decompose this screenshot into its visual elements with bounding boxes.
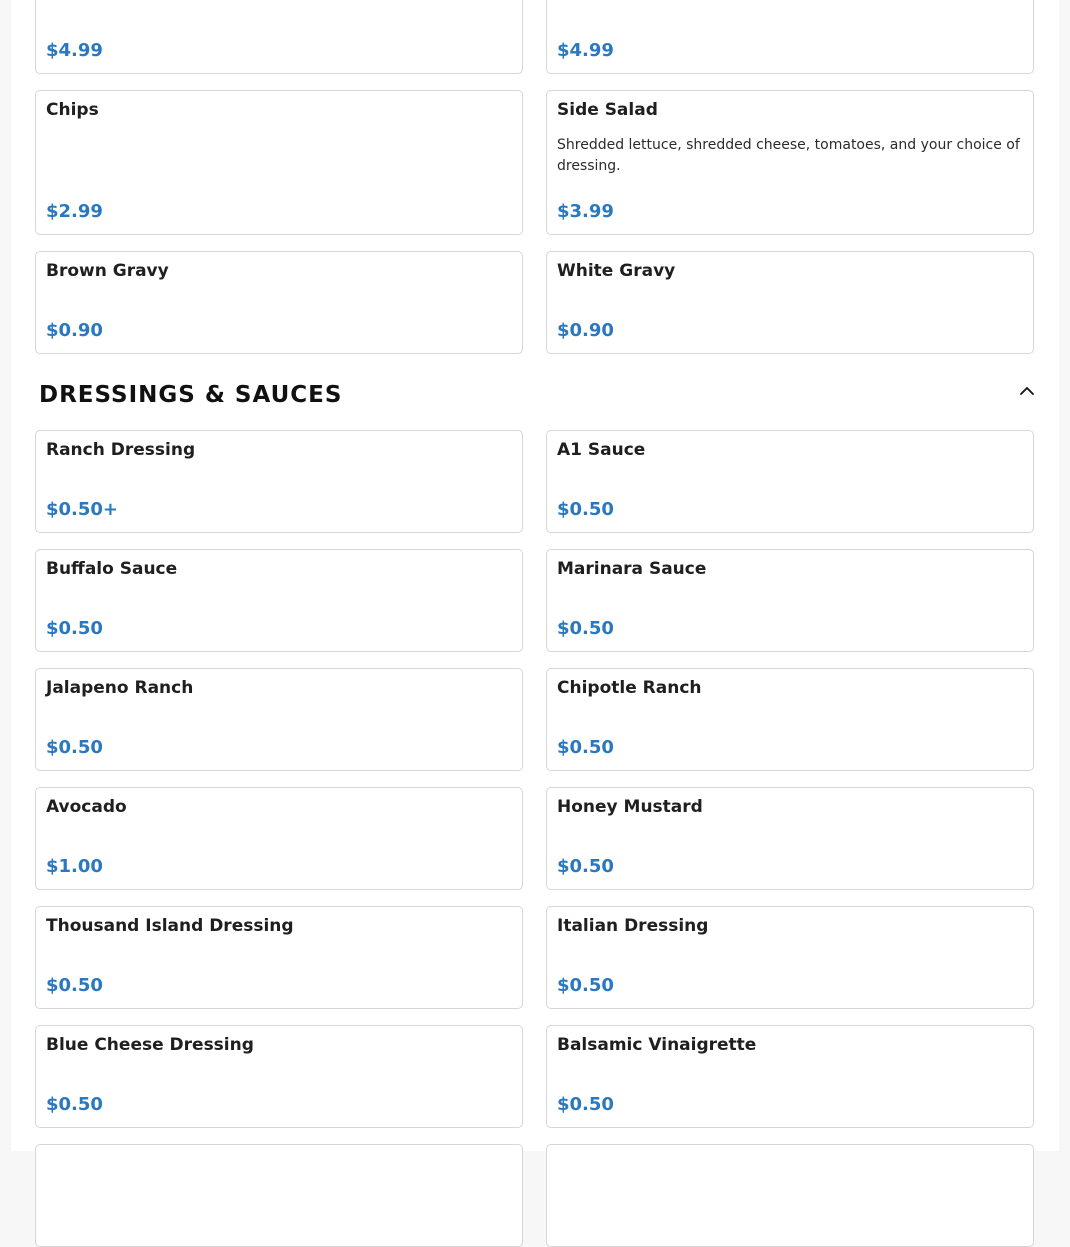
menu-page (11, 0, 1059, 1151)
item-price: $0.50 (46, 975, 103, 996)
item-price: $2.99 (46, 201, 103, 222)
item-name: Blue Cheese Dressing (46, 1035, 254, 1055)
menu-item-card[interactable] (35, 549, 523, 652)
menu-item-card[interactable] (35, 430, 523, 533)
menu-item-card[interactable] (546, 1025, 1034, 1128)
sides-grid (35, 0, 1034, 354)
menu-item-card[interactable] (35, 90, 523, 235)
dressings-grid (35, 430, 1034, 1247)
item-name: Jalapeno Ranch (46, 678, 194, 698)
menu-item-card[interactable] (35, 251, 523, 354)
item-name: White Gravy (557, 261, 676, 281)
item-price: $0.50 (557, 499, 614, 520)
menu-item-card[interactable] (546, 251, 1034, 354)
item-price: $1.00 (46, 856, 103, 877)
item-name: A1 Sauce (557, 440, 646, 460)
menu-item-card[interactable] (546, 787, 1034, 890)
item-name: Chips (46, 100, 99, 120)
item-name: Thousand Island Dressing (46, 916, 294, 936)
menu-item-card[interactable] (35, 787, 523, 890)
item-price: $0.90 (557, 320, 614, 341)
item-name: Ranch Dressing (46, 440, 196, 460)
item-price: $0.50 (46, 618, 103, 639)
section-title: DRESSINGS & SAUCES (39, 382, 343, 408)
item-name: Italian Dressing (557, 916, 709, 936)
item-price: $0.50 (557, 975, 614, 996)
item-name: Avocado (46, 797, 127, 817)
item-price: $0.90 (46, 320, 103, 341)
item-price: $4.99 (46, 40, 103, 61)
item-price: $3.99 (557, 201, 614, 222)
item-price: $0.50 (557, 1094, 614, 1115)
item-price: $0.50 (557, 856, 614, 877)
item-description: Shredded lettuce, shredded cheese, tomatoes, and your choice of dressing. (557, 137, 1020, 174)
menu-item-card[interactable] (546, 430, 1034, 533)
menu-item-card[interactable] (35, 668, 523, 771)
item-price: $0.50 (557, 618, 614, 639)
item-name: Marinara Sauce (557, 559, 707, 579)
menu-item-card[interactable] (35, 0, 523, 74)
item-price: $0.50+ (46, 499, 119, 520)
item-price: $0.50 (46, 1094, 103, 1115)
section-header (39, 380, 1038, 412)
item-name: Balsamic Vinaigrette (557, 1035, 757, 1055)
menu-item-card[interactable] (546, 90, 1034, 235)
item-price: $0.50 (46, 737, 103, 758)
menu-item-card[interactable] (546, 668, 1034, 771)
menu-item-card[interactable] (546, 1144, 1034, 1247)
chevron-up-icon[interactable] (1016, 380, 1038, 402)
menu-item-card[interactable] (546, 906, 1034, 1009)
menu-item-card[interactable] (546, 549, 1034, 652)
menu-item-card[interactable] (35, 1025, 523, 1128)
item-price: $0.50 (557, 737, 614, 758)
item-name: Brown Gravy (46, 261, 169, 281)
menu-item-card[interactable] (35, 1144, 523, 1247)
item-name: Side Salad (557, 100, 658, 120)
item-name: Buffalo Sauce (46, 559, 178, 579)
item-name: Honey Mustard (557, 797, 703, 817)
menu-item-card[interactable] (546, 0, 1034, 74)
item-name: Chipotle Ranch (557, 678, 702, 698)
menu-item-card[interactable] (35, 906, 523, 1009)
item-price: $4.99 (557, 40, 614, 61)
